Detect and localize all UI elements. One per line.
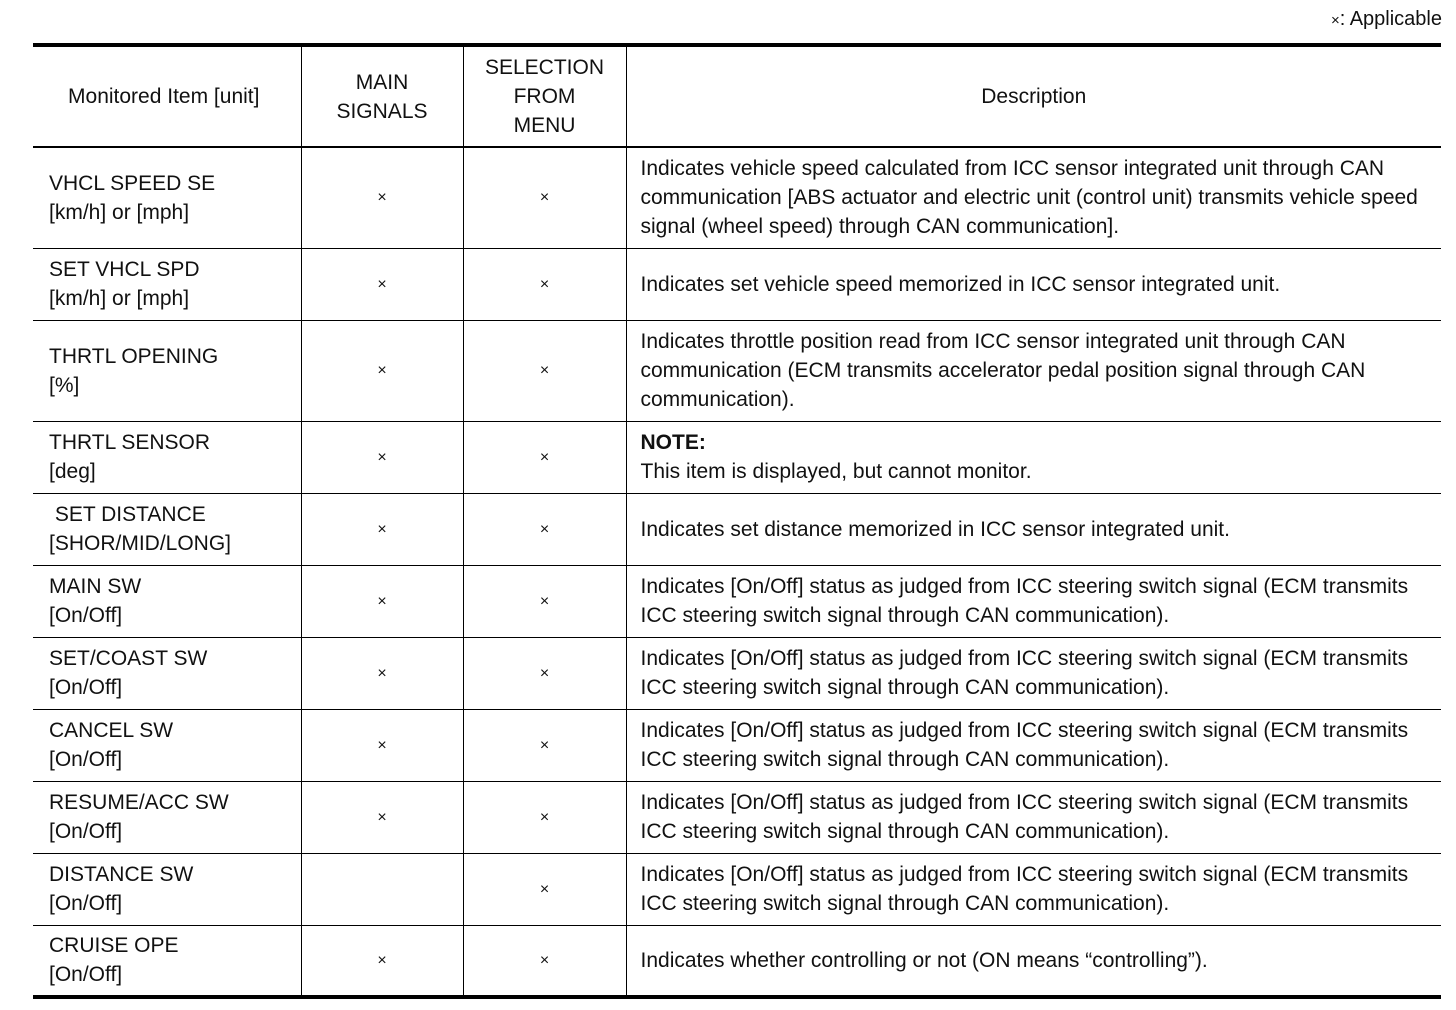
item-name: RESUME/ACC SW bbox=[49, 791, 229, 814]
selection-menu-mark: × bbox=[463, 248, 626, 320]
selection-menu-mark: × bbox=[463, 147, 626, 248]
item-unit: [km/h] or [mph] bbox=[49, 200, 190, 224]
item-cell bbox=[33, 493, 301, 565]
main-signals-mark: × bbox=[301, 320, 463, 421]
item-unit: [On/Off] bbox=[49, 748, 123, 771]
header-main-signals bbox=[301, 45, 463, 147]
description-cell: Indicates whether controlling or not (ON means “controlling”). bbox=[626, 925, 1441, 997]
item-cell bbox=[33, 781, 301, 853]
header-monitored-item: Monitored Item [unit] bbox=[33, 45, 301, 147]
main-signals-mark bbox=[301, 853, 463, 925]
table-row bbox=[33, 248, 1441, 320]
selection-menu-mark: × bbox=[463, 565, 626, 637]
item-name: CANCEL SW bbox=[49, 719, 174, 742]
description-cell: Indicates [On/Off] status as judged from ICC steering switch signal (ECM transmits ICC steering switch signal through CAN communication). bbox=[626, 565, 1441, 637]
note-body: This item is displayed, but cannot monitor. bbox=[640, 460, 1032, 483]
item-name: SET/COAST SW bbox=[49, 647, 208, 670]
item-name: THRTL SENSOR bbox=[49, 431, 211, 454]
selection-menu-mark: × bbox=[463, 320, 626, 421]
item-cell bbox=[33, 709, 301, 781]
item-name: CRUISE OPE bbox=[49, 934, 179, 958]
description-cell: Indicates [On/Off] status as judged from ICC steering switch signal (ECM transmits ICC steering switch signal through CAN communication). bbox=[626, 853, 1441, 925]
item-cell bbox=[33, 925, 301, 997]
item-cell bbox=[33, 565, 301, 637]
main-signals-mark: × bbox=[301, 925, 463, 997]
table-row bbox=[33, 637, 1441, 709]
monitor-item-table bbox=[33, 43, 1441, 999]
table-row bbox=[33, 709, 1441, 781]
applicable-legend bbox=[1331, 7, 1442, 33]
main-signals-mark: × bbox=[301, 709, 463, 781]
item-unit: [deg] bbox=[49, 460, 96, 483]
description-cell bbox=[626, 421, 1441, 493]
item-name: VHCL SPEED SE bbox=[49, 171, 216, 195]
header-main-signals-line: MAIN bbox=[355, 70, 409, 94]
item-name: THRTL OPENING bbox=[49, 344, 219, 368]
table-row bbox=[33, 421, 1441, 493]
item-cell bbox=[33, 421, 301, 493]
item-unit: [On/Off] bbox=[49, 820, 123, 843]
table-row bbox=[33, 853, 1441, 925]
applicable-legend-text: : Applicable bbox=[1339, 8, 1442, 30]
item-cell bbox=[33, 320, 301, 421]
main-signals-mark: × bbox=[301, 248, 463, 320]
description-cell: Indicates vehicle speed calculated from ICC sensor integrated unit through CAN communication [ABS actuator and electric unit (control unit) transmits vehicle speed signal (wheel speed) through CAN communication]. bbox=[626, 147, 1441, 248]
description-cell: Indicates set distance memorized in ICC sensor integrated unit. bbox=[626, 493, 1441, 565]
description-cell: Indicates [On/Off] status as judged from ICC steering switch signal (ECM transmits ICC steering switch signal through CAN communication). bbox=[626, 709, 1441, 781]
item-name: SET VHCL SPD bbox=[49, 258, 200, 281]
selection-menu-mark: × bbox=[463, 421, 626, 493]
selection-menu-mark: × bbox=[463, 781, 626, 853]
header-selection-line: FROM bbox=[513, 85, 576, 108]
table-row bbox=[33, 781, 1441, 853]
main-signals-mark: × bbox=[301, 493, 463, 565]
header-selection-from-menu bbox=[463, 45, 626, 147]
applicable-mark-symbol: × bbox=[1330, 12, 1340, 29]
selection-menu-mark: × bbox=[463, 709, 626, 781]
main-signals-mark: × bbox=[301, 565, 463, 637]
description-cell: Indicates [On/Off] status as judged from ICC steering switch signal (ECM transmits ICC steering switch signal through CAN communication). bbox=[626, 781, 1441, 853]
item-cell bbox=[33, 147, 301, 248]
item-unit: [%] bbox=[49, 373, 80, 397]
item-name: DISTANCE SW bbox=[49, 863, 194, 886]
item-unit: [SHOR/MID/LONG] bbox=[49, 532, 232, 555]
table-header-row bbox=[33, 45, 1441, 147]
header-selection-line: SELECTION bbox=[484, 56, 605, 79]
item-name: MAIN SW bbox=[49, 575, 142, 598]
selection-menu-mark: × bbox=[463, 853, 626, 925]
header-selection-line: MENU bbox=[513, 114, 576, 137]
table-row bbox=[33, 320, 1441, 421]
note-title: NOTE: bbox=[640, 431, 706, 454]
main-signals-mark: × bbox=[301, 147, 463, 248]
description-cell: Indicates set vehicle speed memorized in ICC sensor integrated unit. bbox=[626, 248, 1441, 320]
item-name: SET DISTANCE bbox=[49, 503, 206, 526]
item-unit: [On/Off] bbox=[49, 963, 123, 987]
description-cell: Indicates throttle position read from ICC sensor integrated unit through CAN communication (ECM transmits accelerator pedal position signal through CAN communication). bbox=[626, 320, 1441, 421]
selection-menu-mark: × bbox=[463, 925, 626, 997]
header-main-signals-line: SIGNALS bbox=[336, 99, 428, 123]
main-signals-mark: × bbox=[301, 637, 463, 709]
item-unit: [On/Off] bbox=[49, 604, 123, 627]
main-signals-mark: × bbox=[301, 421, 463, 493]
item-cell bbox=[33, 853, 301, 925]
table-row bbox=[33, 493, 1441, 565]
main-signals-mark: × bbox=[301, 781, 463, 853]
table-row bbox=[33, 565, 1441, 637]
item-unit: [km/h] or [mph] bbox=[49, 287, 190, 310]
selection-menu-mark: × bbox=[463, 493, 626, 565]
item-cell bbox=[33, 248, 301, 320]
table-row bbox=[33, 925, 1441, 997]
item-unit: [On/Off] bbox=[49, 892, 123, 915]
table-row bbox=[33, 147, 1441, 248]
item-unit: [On/Off] bbox=[49, 676, 123, 699]
header-description: Description bbox=[626, 45, 1441, 147]
description-cell: Indicates [On/Off] status as judged from ICC steering switch signal (ECM transmits ICC steering switch signal through CAN communication). bbox=[626, 637, 1441, 709]
selection-menu-mark: × bbox=[463, 637, 626, 709]
item-cell bbox=[33, 637, 301, 709]
